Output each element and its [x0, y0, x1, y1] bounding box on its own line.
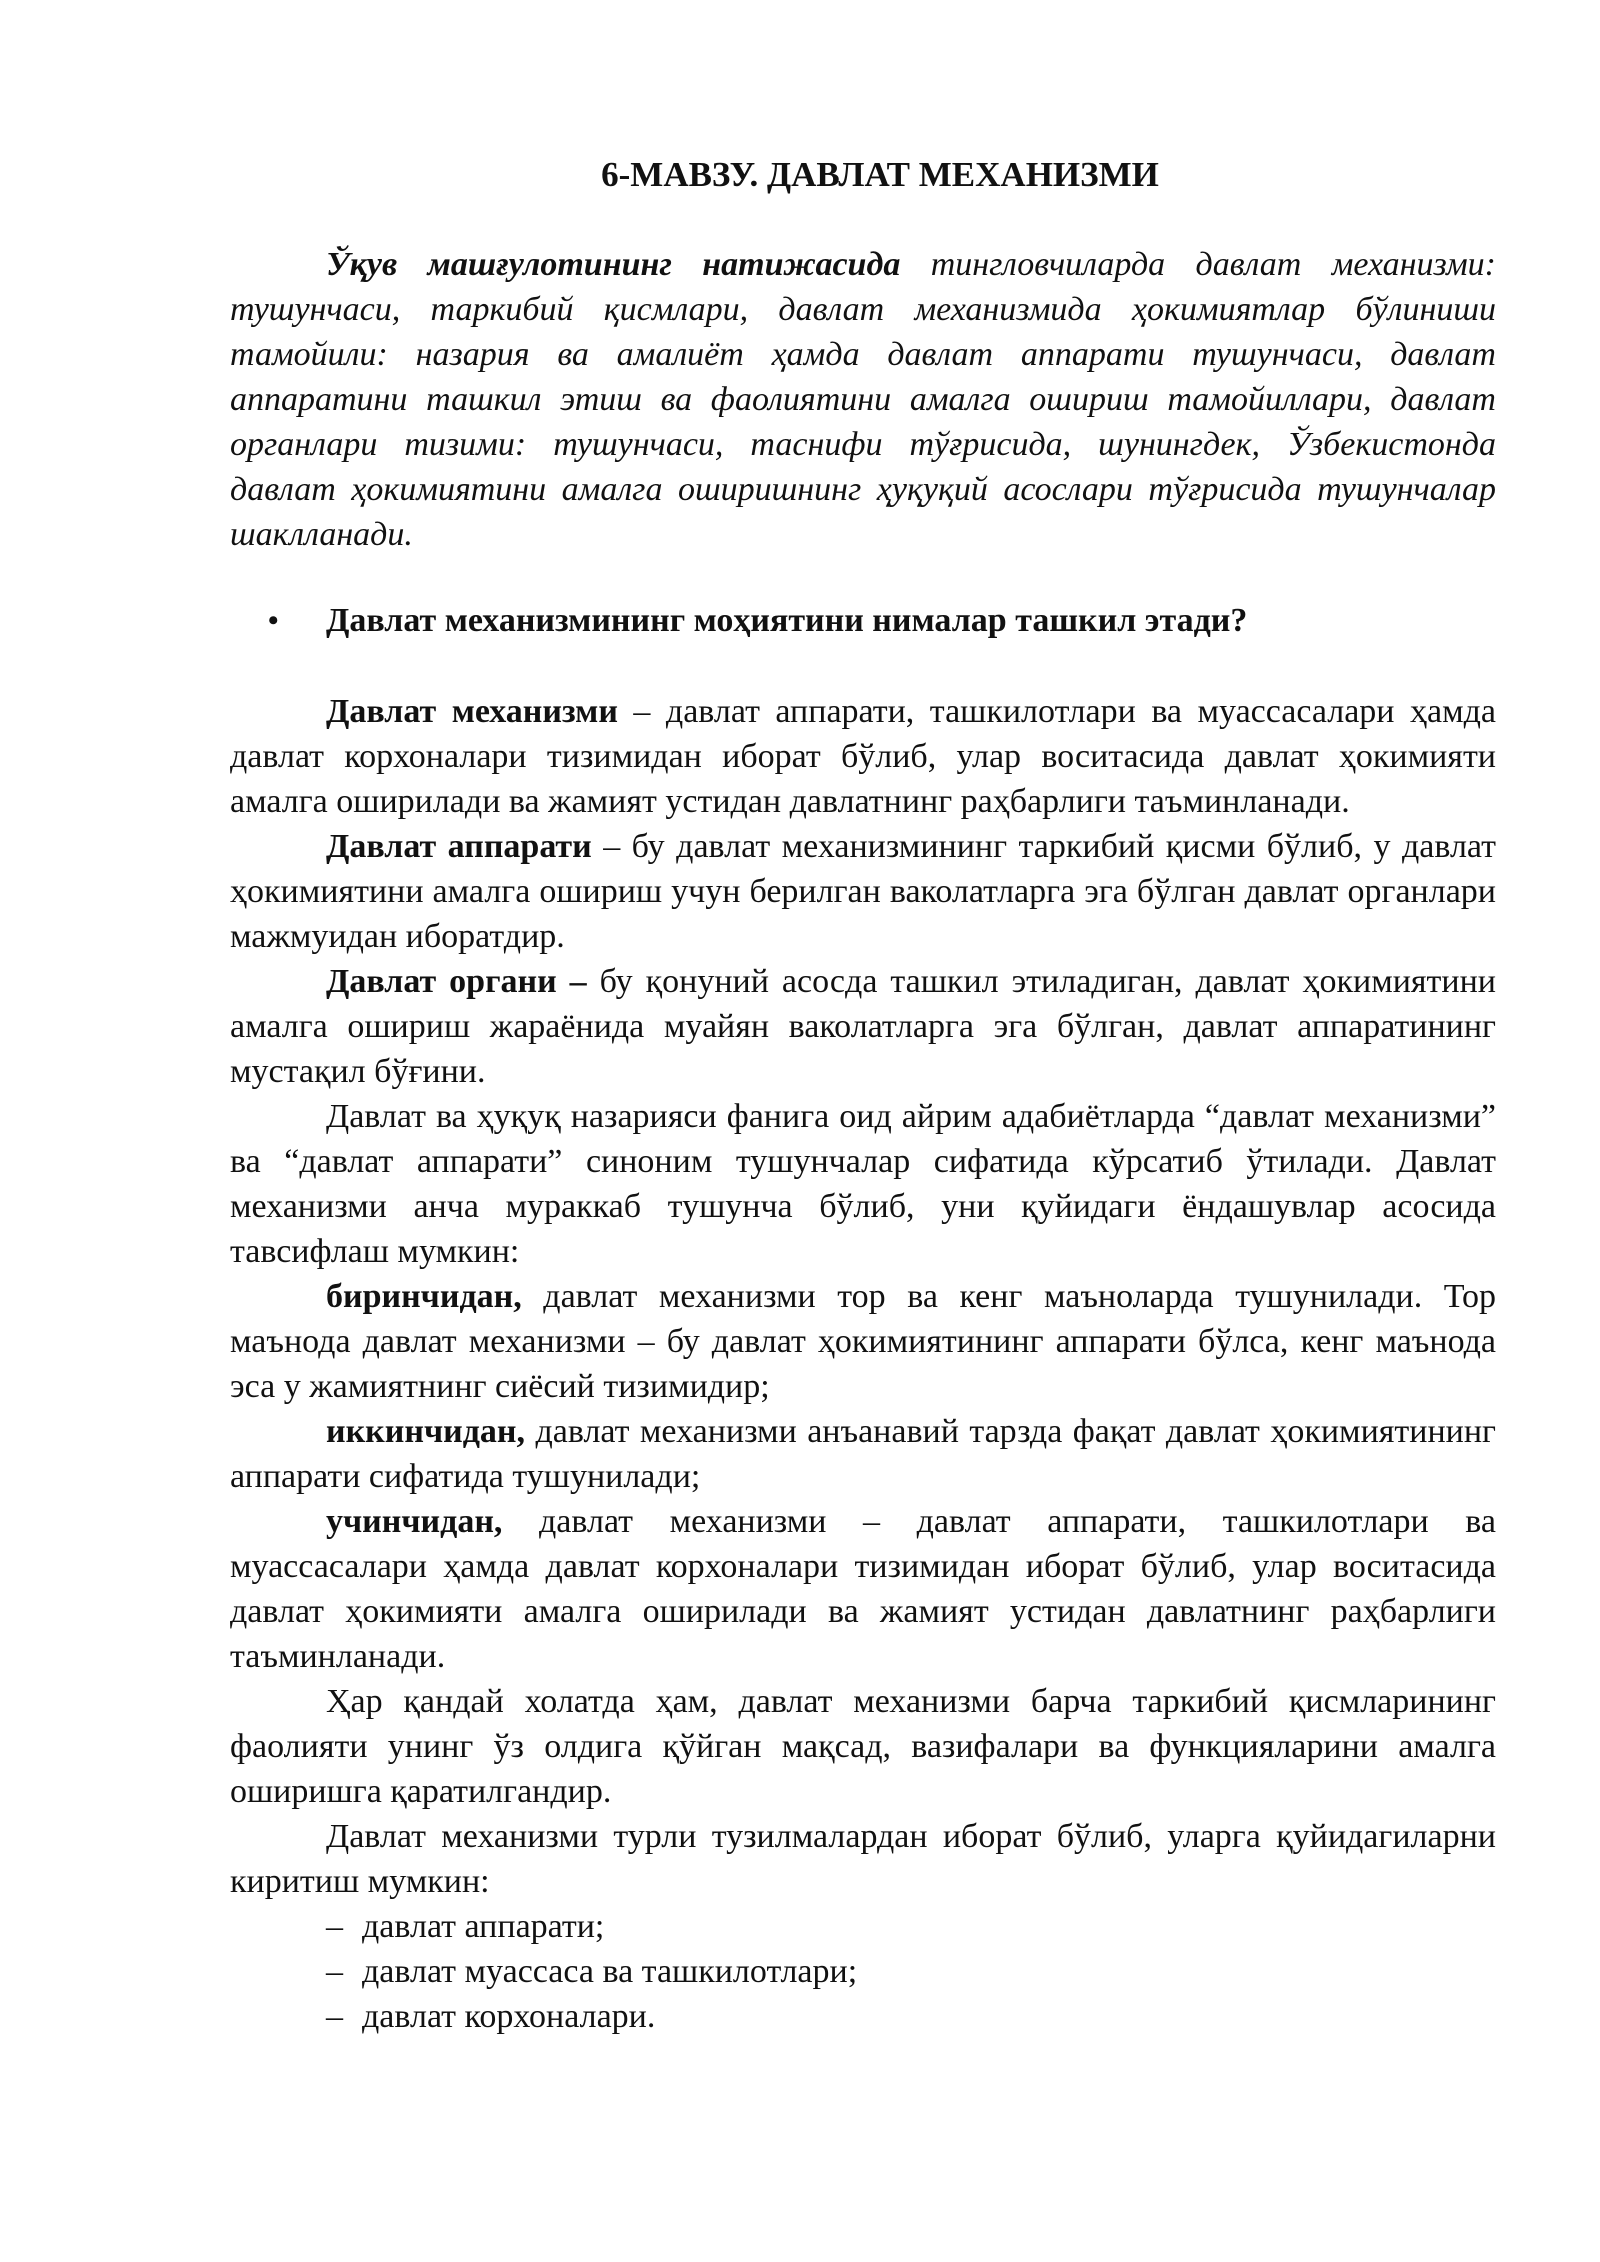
paragraph-term: Давлат аппарати: [326, 828, 592, 865]
question-heading: [268, 598, 1496, 643]
document-body: [230, 689, 1496, 2039]
list-item: [230, 1904, 1496, 1949]
paragraph-term: Давлат органи –: [326, 963, 587, 1000]
dash-icon: –: [326, 1953, 343, 1990]
list-item-text: давлат аппарати;: [362, 1908, 605, 1945]
list-item: [230, 1994, 1496, 2039]
paragraph: [230, 959, 1496, 1094]
paragraph-term: Давлат механизми: [326, 693, 618, 730]
paragraph-text: – бу давлат механизмининг таркибий қисми бўлиб, у давлат ҳокимиятини амалга ошириш учун берилган ваколатларга эга бўлган давлат органлари мажмуидан иборатдир.: [230, 828, 1496, 955]
dash-icon: –: [326, 1908, 343, 1945]
paragraph-text: давлат механизми – давлат аппарати, ташкилотлари ва муассасалари ҳамда давлат корхоналари тизимидан иборат бўлиб, улар воситасида давлат ҳокимияти амалга оширилади ва жамият устидан давлатнинг раҳбарлиги таъминланади.: [230, 1503, 1496, 1675]
paragraph: [230, 1274, 1496, 1409]
list-item: [230, 1949, 1496, 1994]
paragraph-text: давлат механизми анъанавий тарзда фақат давлат ҳокимиятининг аппарати сифатида тушунилади;: [230, 1413, 1496, 1495]
paragraph-text: – давлат аппарати, ташкилотлари ва муассасалари ҳамда давлат корхоналари тизимидан иборат бўлиб, улар воситасида давлат ҳокимияти амалга оширилади ва жамият устидан давлатнинг раҳбарлиги таъминланади.: [230, 693, 1496, 820]
paragraph-text: Ҳар қандай холатда ҳам, давлат механизми барча таркибий қисмларининг фаолияти унинг ўз олдига қўйган мақсад, вазифалари ва функцияларини амалга оширишга қаратилгандир.: [230, 1683, 1496, 1810]
paragraph-text: Давлат механизми турли тузилмалардан иборат бўлиб, уларга қуйидагиларни киритиш мумкин:: [230, 1818, 1496, 1900]
intro-lead: Ўқув машғулотининг натижасида: [326, 246, 901, 283]
paragraph-term: иккинчидан,: [326, 1413, 526, 1450]
paragraph: [230, 824, 1496, 959]
paragraph: [230, 1814, 1496, 1904]
paragraph-text: Давлат ва ҳуқуқ назарияси фанига оид айрим адабиётларда “давлат механизми” ва “давлат аппарати” синоним тушунчалар сифатида кўрсатиб ўтилади. Давлат механизми анча мураккаб тушунча бўлиб, уни қуйидаги ёндашувлар асосида тавсифлаш мумкин:: [230, 1098, 1496, 1270]
paragraph: [230, 1409, 1496, 1499]
paragraph: [230, 1679, 1496, 1814]
paragraph: [230, 689, 1496, 824]
structures-list: [230, 1904, 1496, 2039]
question-text: Давлат механизмининг моҳиятини нималар ташкил этади?: [326, 602, 1248, 639]
dash-icon: –: [326, 1998, 343, 2035]
document-title: 6-МАВЗУ. ДАВЛАТ МЕХАНИЗМИ: [601, 155, 1159, 194]
intro-paragraph: [230, 242, 1496, 557]
bullet-icon: •: [268, 604, 279, 637]
list-item-text: давлат корхоналари.: [362, 1998, 656, 2035]
paragraph: [230, 1499, 1496, 1679]
intro-text: тингловчиларда давлат механизми: тушунчаси, таркибий қисмлари, давлат механизмида ҳокимиятлар бўлиниши тамойили: назария ва амалиёт ҳамда давлат аппарати тушунчаси, давлат аппаратини ташкил этиш ва фаолиятини амалга ошириш тамойиллари, давлат органлари тизими: тушунчаси, таснифи тўғрисида, шунингдек, Ўзбекистонда давлат ҳокимиятини амалга оширишнинг ҳуқуқий асослари тўғрисида тушунчалар шаклланади.: [230, 246, 1496, 553]
paragraph-term: учинчидан,: [326, 1503, 503, 1540]
paragraph-term: биринчидан,: [326, 1278, 522, 1315]
paragraph-text: давлат механизми тор ва кенг маъноларда тушунилади. Тор маънода давлат механизми – бу давлат ҳокимиятининг аппарати бўлса, кенг маънода эса у жамиятнинг сиёсий тизимидир;: [230, 1278, 1496, 1405]
list-item-text: давлат муассаса ва ташкилотлари;: [362, 1953, 858, 1990]
paragraph-text: бу қонуний асосда ташкил этиладиган, давлат ҳокимиятини амалга ошириш жараёнида муайян ваколатларга эга бўлган, давлат аппаратининг мустақил бўғини.: [230, 963, 1496, 1090]
paragraph: [230, 1094, 1496, 1274]
